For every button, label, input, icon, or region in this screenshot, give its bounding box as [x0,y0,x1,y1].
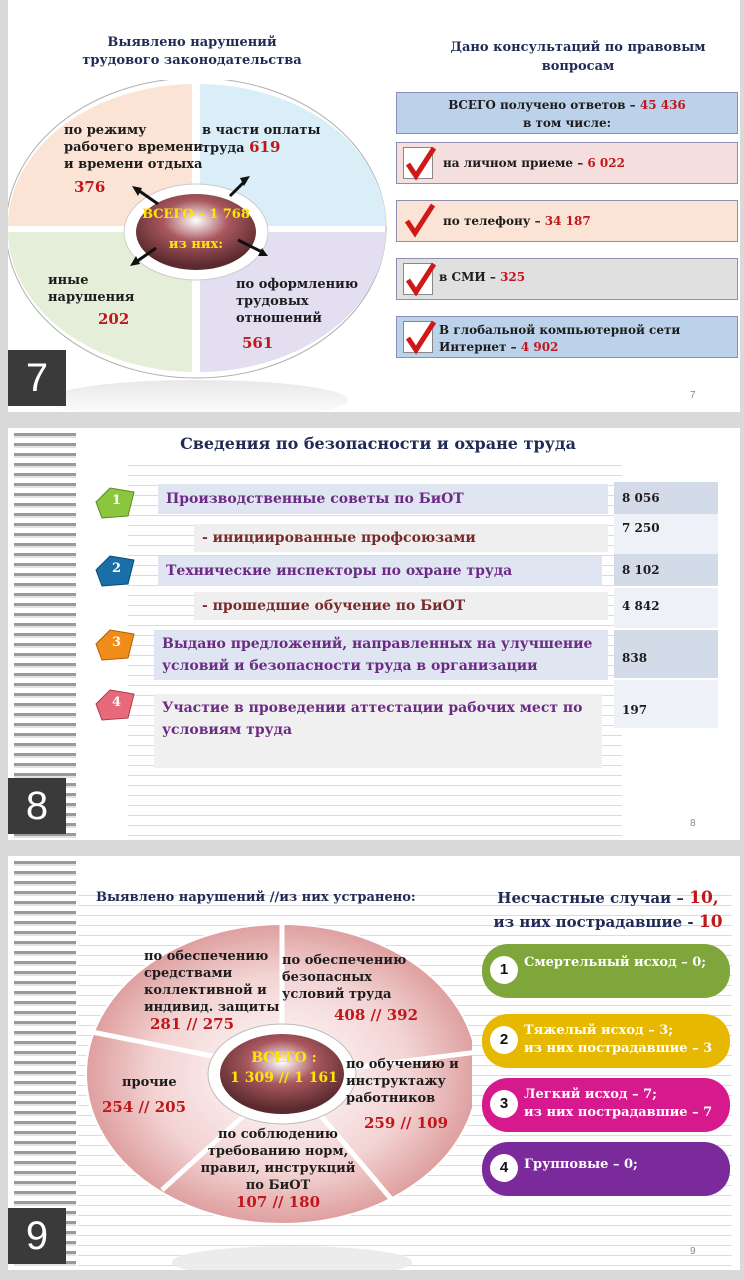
q3-line: нарушения [48,290,135,305]
victims-count: 10 [698,912,723,932]
value-inspectors-sub: 4 842 [614,588,718,628]
row-attestation [154,694,602,768]
violations-fixed-title: Выявлено нарушений //из них устранено: [96,890,416,905]
seg-line: по обеспечению [144,949,269,964]
seg-line: индивид. защиты [144,1000,280,1015]
seg-line: по обучению и [346,1057,459,1072]
seg-line: по обеспечению [282,953,407,968]
case-line2: из них пострадавшие – 7 [524,1105,713,1120]
seg-line: по соблюдению [218,1127,338,1142]
case-line1: Тяжелый исход – 3; [524,1023,674,1038]
slide-9 [8,856,740,1270]
seg-line: безопасных [282,970,373,985]
consult-title-line1: Дано консультаций по правовым [450,40,706,55]
consult-item-value: 6 022 [587,156,625,170]
consult-item-internet [396,316,738,358]
accidents-title [478,886,738,934]
consult-total-sub: в том числе: [522,116,612,130]
q2-label [202,122,321,157]
consult-item-label2: Интернет – [439,340,517,354]
seg-line: требованию норм, [207,1144,349,1159]
checkmark-icon [403,321,433,353]
checkmark-icon [403,147,433,179]
consult-item-label: на личном приеме – [443,156,584,170]
slide-number-9: 9 [8,1208,66,1264]
ring-center [220,1048,348,1088]
seg-line: по БиОТ [245,1178,311,1193]
case-line1: Групповые – 0; [524,1157,638,1172]
consult-item-phone [396,200,738,242]
consult-item-value: 34 187 [544,214,591,228]
value-inspectors: 8 102 [614,554,718,586]
seg-value: 408 // 392 [334,1006,419,1024]
row-inspectors-sub: - прошедшие обучение по БиОТ [194,592,608,620]
consult-item-label: по телефону – [443,214,541,228]
row-inspectors: Технические инспекторы по охране труда [158,556,602,586]
seg-line: прочие [122,1075,177,1090]
center-total [134,200,258,260]
case-line1: Легкий исход – 7; [524,1087,657,1102]
ring-center-total: ВСЕГО : [251,1050,317,1066]
q4-line: отношений [236,311,322,326]
accidents-title-line2: из них пострадавшие - [493,913,694,931]
case-number: 2 [490,1026,518,1054]
checkmark-icon [403,263,433,295]
q1-label [64,122,203,173]
q2-line: в части оплаты [202,123,321,138]
badge-2: 2 [112,561,122,576]
slide-number-8: 8 [8,778,66,834]
q4-line: по оформлению [236,277,359,292]
q3-label [48,272,134,306]
seg-norms [198,1126,358,1211]
row-councils-sub: - инициированные профсоюзами [194,524,608,552]
accidents-count: 10, [689,888,719,908]
q4-label [236,276,358,327]
value-proposals: 838 [614,630,718,678]
case-line1: Смертельный исход – 0; [524,955,707,970]
seg-line: инструктажу [346,1074,446,1089]
slide-7 [8,0,740,412]
seg-value: 107 // 180 [235,1193,321,1211]
consult-total-value: 45 436 [639,98,686,112]
case-light [482,1078,730,1132]
accidents-title-line1: Несчастные случаи – [497,889,684,907]
consult-item-label: В глобальной компьютерной сети [439,323,681,337]
ring-center-value: 1 309 // 1 161 [230,1070,338,1086]
consult-total-box [396,92,738,134]
q1-value: 376 [74,178,106,196]
row-proposals-line2: условий и безопасности труда в организации [162,658,538,674]
badge-4: 4 [112,695,122,710]
violations-title-line2: трудового законодательства [82,53,302,68]
slide-8 [8,428,740,840]
q4-value: 561 [242,334,274,352]
page-number: 8 [690,818,696,829]
q2-value: 619 [249,138,281,156]
page-number: 7 [690,390,696,401]
checkmark-icon [403,205,433,237]
case-group [482,1142,730,1196]
violations-title-line1: Выявлено нарушений [107,35,277,50]
q4-line: трудовых [236,294,309,309]
q1-line: по режиму [64,123,147,138]
row-proposals-line1: Выдано предложений, направленных на улучшение [162,636,593,652]
consult-title [428,38,728,76]
q2-line-text: труда [202,141,245,156]
seg-training [346,1056,459,1132]
consult-item-media [396,258,738,300]
seg-line: работников [346,1091,436,1106]
q1-line: рабочего времени [64,140,203,155]
case-number: 4 [490,1154,518,1182]
value-councils: 8 056 [614,482,718,514]
row-attestation-line1: Участие в проведении аттестации рабочих мест по [162,700,583,716]
seg-line: условий труда [282,987,392,1002]
row-proposals [154,630,608,680]
row-councils: Производственные советы по БиОТ [158,484,608,514]
value-attestation: 197 [614,680,718,728]
slide-number-7: 7 [8,350,66,406]
seg-line: коллективной и [144,983,267,998]
seg-line: средствами [144,966,233,981]
case-line2: из них пострадавшие – 3 [524,1041,713,1056]
consult-item-personal [396,142,738,184]
consult-item-value: 4 902 [520,340,559,354]
consult-item-value: 325 [500,270,526,284]
q1-line: и времени отдыха [64,157,203,172]
row-attestation-line2: условиям труда [162,722,293,738]
seg-safe-conditions [282,952,418,1024]
q3-line: иные [48,273,89,288]
consult-item-label: в СМИ – [439,270,496,284]
page-number: 9 [690,1246,696,1257]
case-fatal [482,944,730,998]
center-sub-text: из них: [168,237,224,252]
seg-value: 254 // 205 [102,1098,187,1116]
seg-value: 259 // 109 [364,1114,449,1132]
case-number: 1 [490,956,518,984]
seg-value: 281 // 275 [150,1015,235,1033]
seg-other [102,1074,187,1116]
case-number: 3 [490,1090,518,1118]
value-councils-sub: 7 250 [614,514,718,554]
badges [88,480,148,730]
safety-title: Сведения по безопасности и охране труда [180,434,576,453]
consult-title-line2: вопросам [541,59,615,74]
q2-line [202,139,321,157]
seg-protection [144,948,279,1033]
badge-1: 1 [112,493,122,508]
violations-title [72,34,312,70]
case-severe [482,1014,730,1068]
consult-total-label: ВСЕГО получено ответов – [448,98,636,112]
badge-3: 3 [112,635,122,650]
seg-line: правил, инструкций [200,1161,356,1176]
center-total-text: ВСЕГО – 1 768 [142,207,250,222]
q3-value: 202 [98,310,130,328]
